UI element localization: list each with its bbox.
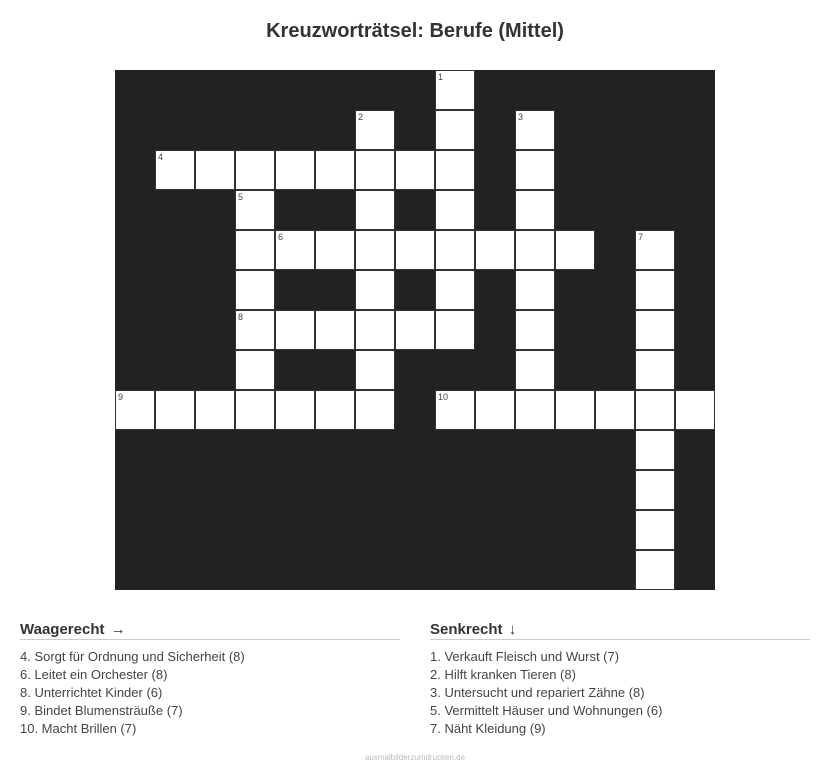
crossword-cell[interactable] [355, 390, 395, 430]
crossword-cell[interactable] [595, 390, 635, 430]
crossword-cell[interactable] [155, 150, 195, 190]
cell-number: 6 [278, 232, 284, 242]
crossword-cell[interactable] [235, 190, 275, 230]
crossword-cell[interactable] [395, 150, 435, 190]
footer-watermark: ausmalbilderzumdrucken.de [364, 753, 466, 762]
crossword-cell[interactable] [475, 230, 515, 270]
crossword-cell[interactable] [515, 390, 555, 430]
crossword-cell[interactable] [475, 390, 515, 430]
across-clue: 4. Sorgt für Ordnung und Sicherheit (8) [20, 649, 245, 664]
crossword-cell[interactable] [635, 230, 675, 270]
crossword-cell[interactable] [515, 110, 555, 150]
page-title: Kreuzworträtsel: Berufe (Mittel) [266, 20, 564, 42]
crossword-cell[interactable] [515, 350, 555, 390]
crossword-cell[interactable] [435, 150, 475, 190]
cell-number: 9 [118, 392, 124, 402]
down-heading-label: Senkrecht [430, 621, 503, 638]
cell-number: 5 [238, 192, 244, 202]
down-clue: 1. Verkauft Fleisch und Wurst (7) [430, 649, 620, 664]
crossword-cell[interactable] [635, 430, 675, 470]
crossword-cell[interactable] [235, 150, 275, 190]
across-heading [20, 621, 400, 640]
crossword-cell[interactable] [435, 310, 475, 350]
cell-number: 7 [638, 232, 644, 242]
crossword-cell[interactable] [275, 150, 315, 190]
crossword-cell[interactable] [435, 230, 475, 270]
crossword-cell[interactable] [235, 350, 275, 390]
crossword-cell[interactable] [355, 150, 395, 190]
crossword-cell[interactable] [195, 390, 235, 430]
crossword-cell[interactable] [355, 270, 395, 310]
crossword-cell[interactable] [275, 230, 315, 270]
crossword-cell[interactable] [515, 310, 555, 350]
crossword-cell[interactable] [355, 310, 395, 350]
down-heading [430, 621, 810, 640]
crossword-cell[interactable] [155, 390, 195, 430]
crossword-cell[interactable] [635, 470, 675, 510]
crossword-cell[interactable] [315, 150, 355, 190]
down-clue: 7. Näht Kleidung (9) [430, 721, 546, 736]
crossword-cell[interactable] [315, 310, 355, 350]
crossword-cell[interactable] [115, 390, 155, 430]
crossword-cell[interactable] [515, 270, 555, 310]
across-clue: 9. Bindet Blumensträuße (7) [20, 703, 183, 718]
across-clue: 8. Unterrichtet Kinder (6) [20, 685, 163, 700]
down-clues [430, 621, 810, 738]
crossword-cell[interactable] [635, 310, 675, 350]
crossword-cell[interactable] [515, 150, 555, 190]
crossword-cell[interactable] [635, 510, 675, 550]
crossword-cell[interactable] [435, 190, 475, 230]
crossword-cell[interactable] [435, 110, 475, 150]
crossword-cell[interactable] [515, 230, 555, 270]
crossword-cell[interactable] [275, 390, 315, 430]
across-clues [20, 621, 400, 738]
crossword-cell[interactable] [355, 110, 395, 150]
crossword-cell[interactable] [395, 310, 435, 350]
crossword-cell[interactable] [395, 230, 435, 270]
cell-number: 4 [158, 152, 164, 162]
crossword-cell[interactable] [435, 270, 475, 310]
crossword-grid [115, 70, 715, 590]
crossword-cell[interactable] [275, 310, 315, 350]
across-clue: 10. Macht Brillen (7) [20, 721, 137, 736]
crossword-cell[interactable] [355, 190, 395, 230]
down-clue: 3. Untersucht und repariert Zähne (8) [430, 685, 645, 700]
crossword-cell[interactable] [675, 390, 715, 430]
cell-number: 1 [438, 72, 444, 82]
crossword-cell[interactable] [635, 390, 675, 430]
cell-number: 8 [238, 312, 244, 322]
across-clue: 6. Leitet ein Orchester (8) [20, 667, 168, 682]
arrow-down-icon: ↓ [508, 621, 517, 638]
crossword-cell[interactable] [235, 310, 275, 350]
crossword-cell[interactable] [635, 350, 675, 390]
crossword-cell[interactable] [355, 350, 395, 390]
crossword-cell[interactable] [435, 70, 475, 110]
crossword-cell[interactable] [635, 270, 675, 310]
crossword-cell[interactable] [555, 390, 595, 430]
crossword-cell[interactable] [235, 230, 275, 270]
crossword-cell[interactable] [635, 550, 675, 590]
crossword-cell[interactable] [235, 390, 275, 430]
cell-number: 3 [518, 112, 524, 122]
crossword-cell[interactable] [235, 270, 275, 310]
crossword-cell[interactable] [315, 390, 355, 430]
crossword-cell[interactable] [315, 230, 355, 270]
crossword-cell[interactable] [555, 230, 595, 270]
crossword-cell[interactable] [195, 150, 235, 190]
cell-number: 10 [438, 392, 449, 402]
across-heading-label: Waagerecht [20, 621, 105, 638]
crossword-cell[interactable] [435, 390, 475, 430]
crossword-cell[interactable] [355, 230, 395, 270]
arrow-right-icon: → [110, 621, 126, 638]
crossword-cell[interactable] [515, 190, 555, 230]
down-clue: 2. Hilft kranken Tieren (8) [430, 667, 576, 682]
cell-number: 2 [358, 112, 364, 122]
down-clue: 5. Vermittelt Häuser und Wohnungen (6) [430, 703, 663, 718]
